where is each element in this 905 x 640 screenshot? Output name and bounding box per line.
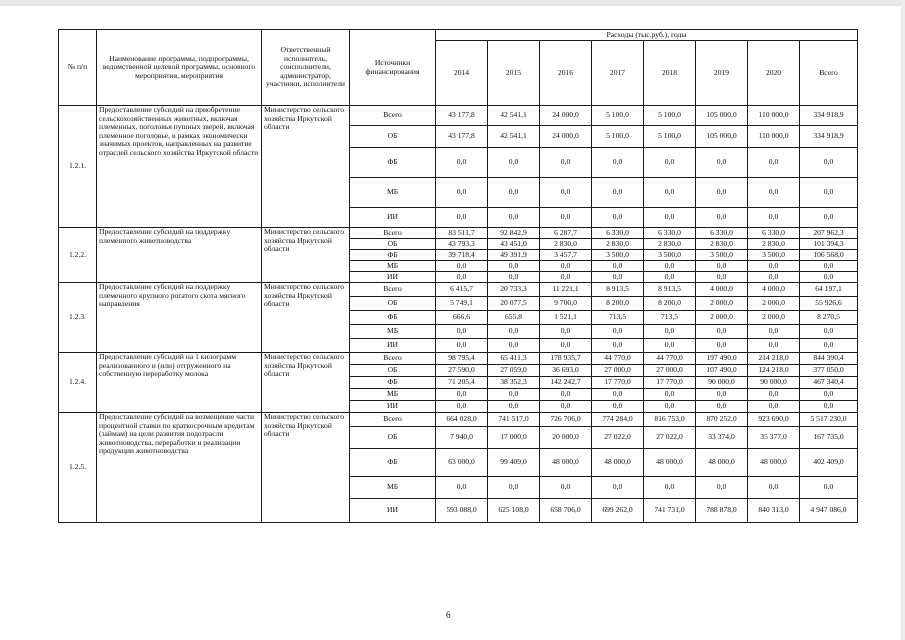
year-value: 0,0: [644, 208, 696, 228]
total-value: 0,0: [800, 325, 858, 339]
year-value: 0,0: [436, 325, 488, 339]
year-value: 0,0: [540, 178, 592, 208]
year-value: 0,0: [696, 339, 748, 353]
year-value: 6 330,0: [748, 228, 800, 239]
total-value: 167 735,0: [800, 427, 858, 449]
year-value: 6 415,7: [436, 283, 488, 297]
funding-source: ФБ: [350, 449, 436, 477]
funding-source: Всего: [350, 283, 436, 297]
table-row: [59, 228, 858, 239]
year-value: 0,0: [644, 401, 696, 413]
total-value: 106 568,0: [800, 250, 858, 261]
header-year: 2019: [696, 41, 748, 106]
year-value: 788 878,0: [696, 499, 748, 523]
year-value: 0,0: [488, 148, 540, 178]
year-value: 8 200,0: [592, 297, 644, 311]
year-value: 0,0: [644, 325, 696, 339]
year-value: 3 500,0: [592, 250, 644, 261]
total-value: 0,0: [800, 401, 858, 413]
year-value: 3 457,7: [540, 250, 592, 261]
funding-source: МБ: [350, 389, 436, 401]
year-value: 699 262,0: [592, 499, 644, 523]
year-value: 666,6: [436, 311, 488, 325]
year-value: 43 793,3: [436, 239, 488, 250]
total-value: 0,0: [800, 477, 858, 499]
funding-source: ИИ: [350, 401, 436, 413]
year-value: 5 749,1: [436, 297, 488, 311]
year-value: 142 242,7: [540, 377, 592, 389]
year-value: 24 000,0: [540, 106, 592, 126]
year-value: 178 935,7: [540, 353, 592, 365]
year-value: 20 000,0: [540, 427, 592, 449]
header-year: 2014: [436, 41, 488, 106]
year-value: 48 000,0: [696, 449, 748, 477]
table-header: [59, 30, 858, 106]
item-name: Предоставление субсидий на поддержку племенного животноводства: [97, 228, 262, 283]
funding-source: ОБ: [350, 239, 436, 250]
year-value: 24 000,0: [540, 126, 592, 148]
year-value: 0,0: [436, 339, 488, 353]
year-value: 0,0: [488, 339, 540, 353]
year-value: 2 000,0: [696, 311, 748, 325]
year-value: 43 451,0: [488, 239, 540, 250]
total-value: 334 918,9: [800, 126, 858, 148]
total-value: 55 926,6: [800, 297, 858, 311]
year-value: 0,0: [488, 261, 540, 272]
year-value: 71 205,4: [436, 377, 488, 389]
item-executor: Министерство сельского хозяйства Иркутской области: [262, 353, 350, 413]
year-value: 2 830,0: [644, 239, 696, 250]
year-value: 49 391,9: [488, 250, 540, 261]
year-value: 0,0: [644, 272, 696, 283]
year-value: 27 022,0: [592, 427, 644, 449]
year-value: 2 000,0: [696, 297, 748, 311]
year-value: 0,0: [592, 389, 644, 401]
year-value: 38 352,3: [488, 377, 540, 389]
year-value: 0,0: [540, 401, 592, 413]
year-value: 870 252,0: [696, 413, 748, 427]
year-value: 43 177,8: [436, 106, 488, 126]
header-year: Всего: [800, 41, 858, 106]
year-value: 6 330,0: [592, 228, 644, 239]
year-value: 48 000,0: [644, 449, 696, 477]
year-value: 741 517,0: [488, 413, 540, 427]
year-value: 0,0: [540, 261, 592, 272]
funding-source: МБ: [350, 325, 436, 339]
year-value: 0,0: [644, 261, 696, 272]
year-value: 99 409,0: [488, 449, 540, 477]
year-value: 0,0: [540, 208, 592, 228]
total-value: 377 050,0: [800, 365, 858, 377]
total-value: 8 270,5: [800, 311, 858, 325]
year-value: 1 521,1: [540, 311, 592, 325]
year-value: 36 693,0: [540, 365, 592, 377]
year-value: 774 284,0: [592, 413, 644, 427]
item-index: 1.2.3.: [59, 283, 97, 353]
total-value: 0,0: [800, 178, 858, 208]
funding-source: ОБ: [350, 297, 436, 311]
year-value: 0,0: [592, 325, 644, 339]
header-year: 2020: [748, 41, 800, 106]
year-value: 658 706,0: [540, 499, 592, 523]
header-index: № п/п: [59, 30, 97, 106]
header-sources: Источники финансирования: [350, 30, 436, 106]
year-value: 63 000,0: [436, 449, 488, 477]
year-value: 0,0: [540, 389, 592, 401]
header-year: 2015: [488, 41, 540, 106]
year-value: 0,0: [748, 325, 800, 339]
year-value: 713,5: [644, 311, 696, 325]
total-value: 0,0: [800, 389, 858, 401]
year-value: 0,0: [748, 272, 800, 283]
year-value: 0,0: [540, 477, 592, 499]
header-year: 2018: [644, 41, 696, 106]
year-value: 5 100,0: [644, 126, 696, 148]
year-value: 90 000,0: [748, 377, 800, 389]
item-index: 1.2.5.: [59, 413, 97, 523]
total-value: 5 517 230,0: [800, 413, 858, 427]
year-value: 741 731,0: [644, 499, 696, 523]
year-value: 0,0: [696, 208, 748, 228]
year-value: 124 218,0: [748, 365, 800, 377]
year-value: 44 770,0: [592, 353, 644, 365]
year-value: 0,0: [488, 401, 540, 413]
scan-edge-right: [901, 0, 905, 640]
funding-source: Всего: [350, 353, 436, 365]
item-index: 1.2.4.: [59, 353, 97, 413]
year-value: 20 733,3: [488, 283, 540, 297]
total-value: 0,0: [800, 339, 858, 353]
year-value: 17 770,0: [592, 377, 644, 389]
item-name: Предоставление субсидий на приобретение сельскохозяйственных животных, включая племенных, поголовья пушных зверей, включая племенное поголовье, в рамках экономически значимых проектов, направленных на развитие отраслей сельского хозяйства Иркутской области: [97, 106, 262, 228]
total-value: 334 918,9: [800, 106, 858, 126]
total-value: 4 947 086,0: [800, 499, 858, 523]
item-executor: Министерство сельского хозяйства Иркутской области: [262, 413, 350, 523]
funding-source: Всего: [350, 228, 436, 239]
year-value: 0,0: [696, 272, 748, 283]
year-value: 7 940,0: [436, 427, 488, 449]
year-value: 0,0: [592, 261, 644, 272]
funding-source: Всего: [350, 413, 436, 427]
year-value: 2 830,0: [592, 239, 644, 250]
year-value: 0,0: [592, 401, 644, 413]
total-value: 402 409,0: [800, 449, 858, 477]
year-value: 0,0: [540, 272, 592, 283]
year-value: 6 330,0: [644, 228, 696, 239]
year-value: 0,0: [644, 178, 696, 208]
funding-source: ФБ: [350, 250, 436, 261]
year-value: 0,0: [592, 178, 644, 208]
header-expenses: Расходы (тыс.руб.), годы: [436, 30, 858, 41]
year-value: 0,0: [748, 148, 800, 178]
year-value: 27 000,0: [644, 365, 696, 377]
year-value: 2 830,0: [540, 239, 592, 250]
header-year: 2017: [592, 41, 644, 106]
year-value: 110 000,0: [748, 106, 800, 126]
year-value: 0,0: [696, 401, 748, 413]
year-value: 840 313,0: [748, 499, 800, 523]
year-value: 197 490,0: [696, 353, 748, 365]
year-value: 3 500,0: [696, 250, 748, 261]
year-value: 923 690,0: [748, 413, 800, 427]
funding-source: МБ: [350, 178, 436, 208]
year-value: 4 000,0: [696, 283, 748, 297]
expenses-table: [58, 29, 858, 523]
header-executor: Ответственный исполнитель, соисполнители, администратор, участники, исполнители: [262, 30, 350, 106]
funding-source: МБ: [350, 261, 436, 272]
table-body: [59, 106, 858, 523]
item-index: 1.2.1.: [59, 106, 97, 228]
year-value: 17 770,0: [644, 377, 696, 389]
year-value: 65 411,3: [488, 353, 540, 365]
item-executor: Министерство сельского хозяйства Иркутской области: [262, 283, 350, 353]
year-value: 0,0: [436, 148, 488, 178]
item-name: Предоставление субсидий на 1 килограмм реализованного и (или) отгруженного на собственную переработку молока: [97, 353, 262, 413]
table-row: [59, 413, 858, 427]
year-value: 0,0: [436, 272, 488, 283]
year-value: 0,0: [748, 401, 800, 413]
scan-edge-top: [0, 0, 905, 6]
year-value: 0,0: [592, 148, 644, 178]
year-value: 0,0: [592, 272, 644, 283]
year-value: 42 541,1: [488, 126, 540, 148]
total-value: 844 390,4: [800, 353, 858, 365]
year-value: 11 221,1: [540, 283, 592, 297]
year-value: 0,0: [592, 208, 644, 228]
year-value: 0,0: [644, 148, 696, 178]
year-value: 0,0: [748, 389, 800, 401]
funding-source: МБ: [350, 477, 436, 499]
year-value: 0,0: [488, 178, 540, 208]
year-value: 0,0: [436, 389, 488, 401]
year-value: 98 795,4: [436, 353, 488, 365]
total-value: 0,0: [800, 208, 858, 228]
year-value: 6 330,0: [696, 228, 748, 239]
year-value: 8 200,0: [644, 297, 696, 311]
item-name: Предоставление субсидий на поддержку племенного крупного рогатого скота мясного направления: [97, 283, 262, 353]
year-value: 726 706,0: [540, 413, 592, 427]
year-value: 0,0: [488, 208, 540, 228]
year-value: 0,0: [696, 389, 748, 401]
year-value: 27 590,0: [436, 365, 488, 377]
year-value: 0,0: [488, 389, 540, 401]
item-executor: Министерство сельского хозяйства Иркутской области: [262, 228, 350, 283]
table-row: [59, 283, 858, 297]
year-value: 5 100,0: [592, 126, 644, 148]
year-value: 0,0: [748, 261, 800, 272]
year-value: 0,0: [748, 208, 800, 228]
total-value: 0,0: [800, 148, 858, 178]
year-value: 39 718,4: [436, 250, 488, 261]
header-name: Наименование программы, подпрограммы, ведомственной целевой программы, основного мероприятия, мероприятия: [97, 30, 262, 106]
year-value: 48 000,0: [540, 449, 592, 477]
funding-source: ФБ: [350, 377, 436, 389]
year-value: 2 830,0: [696, 239, 748, 250]
year-value: 43 177,8: [436, 126, 488, 148]
year-value: 0,0: [488, 272, 540, 283]
total-value: 101 394,3: [800, 239, 858, 250]
year-value: 0,0: [644, 389, 696, 401]
total-value: 467 340,4: [800, 377, 858, 389]
year-value: 48 000,0: [748, 449, 800, 477]
funding-source: ИИ: [350, 272, 436, 283]
year-value: 2 830,0: [748, 239, 800, 250]
funding-source: ФБ: [350, 311, 436, 325]
year-value: 655,8: [488, 311, 540, 325]
year-value: 0,0: [540, 325, 592, 339]
year-value: 0,0: [592, 339, 644, 353]
funding-source: ОБ: [350, 126, 436, 148]
year-value: 0,0: [488, 325, 540, 339]
item-executor: Министерство сельского хозяйства Иркутской области: [262, 106, 350, 228]
year-value: 107 490,0: [696, 365, 748, 377]
year-value: 0,0: [696, 325, 748, 339]
year-value: 0,0: [644, 477, 696, 499]
year-value: 42 541,1: [488, 106, 540, 126]
year-value: 0,0: [436, 261, 488, 272]
year-value: 5 100,0: [592, 106, 644, 126]
year-value: 92 842,9: [488, 228, 540, 239]
year-value: 110 000,0: [748, 126, 800, 148]
year-value: 816 753,0: [644, 413, 696, 427]
year-value: 0,0: [696, 477, 748, 499]
year-value: 2 000,0: [748, 311, 800, 325]
total-value: 0,0: [800, 261, 858, 272]
year-value: 0,0: [696, 148, 748, 178]
year-value: 8 913,5: [592, 283, 644, 297]
year-value: 0,0: [488, 477, 540, 499]
year-value: 35 377,0: [748, 427, 800, 449]
funding-source: ОБ: [350, 365, 436, 377]
year-value: 625 108,0: [488, 499, 540, 523]
year-value: 0,0: [436, 401, 488, 413]
year-value: 0,0: [748, 178, 800, 208]
year-value: 214 218,0: [748, 353, 800, 365]
funding-source: ИИ: [350, 499, 436, 523]
table-row: [59, 353, 858, 365]
total-value: 0,0: [800, 272, 858, 283]
year-value: 6 287,7: [540, 228, 592, 239]
year-value: 9 700,0: [540, 297, 592, 311]
year-value: 4 000,0: [748, 283, 800, 297]
year-value: 27 022,0: [644, 427, 696, 449]
year-value: 2 000,0: [748, 297, 800, 311]
year-value: 5 100,0: [644, 106, 696, 126]
year-value: 3 500,0: [748, 250, 800, 261]
funding-source: ИИ: [350, 208, 436, 228]
year-value: 90 000,0: [696, 377, 748, 389]
year-value: 0,0: [436, 208, 488, 228]
funding-source: ФБ: [350, 148, 436, 178]
year-value: 17 000,0: [488, 427, 540, 449]
year-value: 3 500,0: [644, 250, 696, 261]
total-value: 64 197,1: [800, 283, 858, 297]
year-value: 0,0: [436, 178, 488, 208]
year-value: 0,0: [748, 339, 800, 353]
year-value: 33 374,0: [696, 427, 748, 449]
funding-source: ОБ: [350, 427, 436, 449]
page-number: 6: [446, 610, 451, 620]
item-name: Предоставление субсидий на возмещение части процентной ставки по краткосрочным кредитам (займам) на цели развития подотрасли животноводства, переработки и реализации продукции животноводства: [97, 413, 262, 523]
year-value: 593 088,0: [436, 499, 488, 523]
year-value: 105 000,0: [696, 106, 748, 126]
year-value: 0,0: [696, 178, 748, 208]
total-value: 207 962,3: [800, 228, 858, 239]
year-value: 0,0: [540, 148, 592, 178]
table-row: [59, 106, 858, 126]
year-value: 0,0: [592, 477, 644, 499]
funding-source: ИИ: [350, 339, 436, 353]
year-value: 0,0: [748, 477, 800, 499]
item-index: 1.2.2.: [59, 228, 97, 283]
year-value: 44 770,0: [644, 353, 696, 365]
year-value: 27 000,0: [592, 365, 644, 377]
year-value: 83 511,7: [436, 228, 488, 239]
year-value: 27 059,0: [488, 365, 540, 377]
year-value: 20 077,5: [488, 297, 540, 311]
year-value: 713,5: [592, 311, 644, 325]
year-value: 0,0: [436, 477, 488, 499]
year-value: 0,0: [696, 261, 748, 272]
year-value: 105 000,0: [696, 126, 748, 148]
year-value: 0,0: [644, 339, 696, 353]
header-year: 2016: [540, 41, 592, 106]
year-value: 8 913,5: [644, 283, 696, 297]
year-value: 0,0: [540, 339, 592, 353]
year-value: 48 000,0: [592, 449, 644, 477]
funding-source: Всего: [350, 106, 436, 126]
year-value: 664 028,0: [436, 413, 488, 427]
